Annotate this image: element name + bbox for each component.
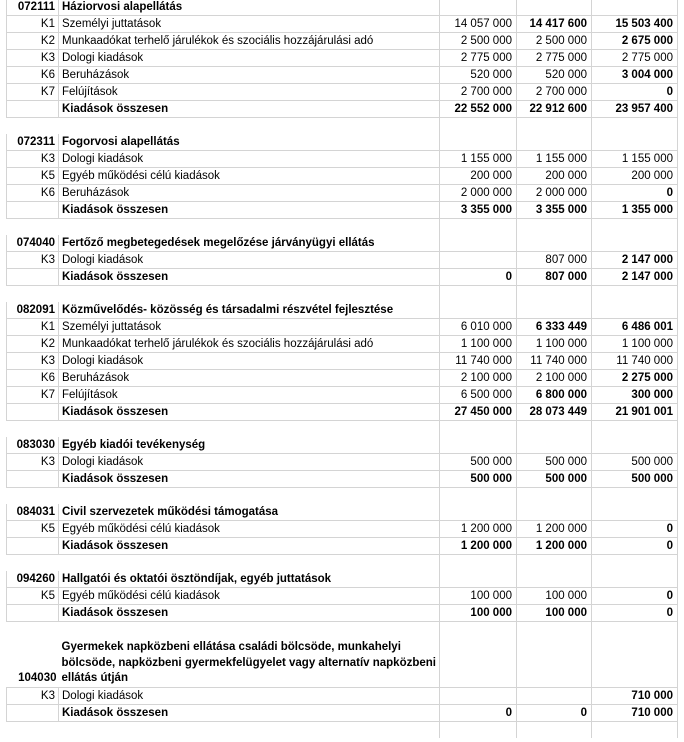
- line-item-value-cell-2[interactable]: 2 100 000: [517, 370, 592, 387]
- line-item-name-cell[interactable]: Dologi kiadások: [59, 50, 440, 67]
- spacer-row: [7, 421, 678, 438]
- line-item-value-cell-3[interactable]: 1 100 000: [592, 336, 678, 353]
- total-value-cell-3[interactable]: 0: [592, 538, 678, 555]
- line-item-code-cell[interactable]: K2: [7, 33, 59, 50]
- line-item-name-cell[interactable]: Beruházások: [59, 67, 440, 84]
- spacer-name-cell[interactable]: [59, 555, 440, 572]
- line-item-value-cell-2[interactable]: 807 000: [517, 252, 592, 269]
- line-item-name-cell[interactable]: Dologi kiadások: [59, 353, 440, 370]
- section-value-cell-2[interactable]: [517, 0, 592, 16]
- line-item-value-cell-1[interactable]: 2 775 000: [440, 50, 517, 67]
- total-value-cell-1[interactable]: 27 450 000: [440, 404, 517, 421]
- section-code-cell[interactable]: 084031: [7, 504, 59, 521]
- section-header-row: [7, 302, 678, 319]
- spacer-value-cell-1[interactable]: [440, 286, 517, 303]
- line-item-value-cell-3[interactable]: 2 775 000: [592, 50, 678, 67]
- section-code-cell[interactable]: 104030: [7, 638, 59, 688]
- spacer-code-cell[interactable]: [7, 722, 59, 739]
- section-value-cell-3[interactable]: [592, 571, 678, 588]
- spacer-row: [7, 722, 678, 739]
- section-title-cell[interactable]: Fertőző megbetegedések megelőzése járványügyi ellátás: [59, 235, 440, 252]
- section-title-cell[interactable]: Közművelődés- közösség és társadalmi részvétel fejlesztése: [59, 302, 440, 319]
- section-total-row: [7, 605, 678, 622]
- spacer-code-cell[interactable]: [7, 555, 59, 572]
- total-label-cell[interactable]: Kiadások összesen: [59, 202, 440, 219]
- spacer-name-cell[interactable]: [59, 488, 440, 505]
- total-value-cell-3[interactable]: 710 000: [592, 705, 678, 722]
- spacer-value-cell-1[interactable]: [440, 555, 517, 572]
- total-value-cell-3[interactable]: 23 957 400: [592, 101, 678, 118]
- section-title-cell[interactable]: Háziorvosi alapellátás: [59, 0, 440, 16]
- line-item-value-cell-3[interactable]: 3 004 000: [592, 67, 678, 84]
- total-value-cell-2[interactable]: 28 073 449: [517, 404, 592, 421]
- spacer-value-cell-2[interactable]: [517, 118, 592, 135]
- line-item-name-cell[interactable]: Személyi juttatások: [59, 319, 440, 336]
- line-item-value-cell-1[interactable]: 100 000: [440, 588, 517, 605]
- line-item-value-cell-1[interactable]: 200 000: [440, 168, 517, 185]
- spacer-value-cell-2[interactable]: [517, 722, 592, 739]
- spacer-value-cell-2[interactable]: [517, 219, 592, 236]
- spacer-name-cell[interactable]: [59, 286, 440, 303]
- line-item-name-cell[interactable]: Egyéb működési célú kiadások: [59, 168, 440, 185]
- line-item-value-cell-2[interactable]: 6 333 449: [517, 319, 592, 336]
- section-value-cell-1[interactable]: [440, 638, 517, 688]
- spacer-value-cell-1[interactable]: [440, 421, 517, 438]
- section-value-cell-1[interactable]: [440, 0, 517, 16]
- line-item-value-cell-1[interactable]: 2 100 000: [440, 370, 517, 387]
- line-item-name-cell[interactable]: Beruházások: [59, 185, 440, 202]
- section-header-row: [7, 437, 678, 454]
- line-item-value-cell-1[interactable]: [440, 252, 517, 269]
- spacer-value-cell-1[interactable]: [440, 219, 517, 236]
- line-item-value-cell-2[interactable]: 200 000: [517, 168, 592, 185]
- line-item-row: [7, 84, 678, 101]
- spacer-code-cell[interactable]: [7, 622, 59, 639]
- total-value-cell-2[interactable]: 500 000: [517, 471, 592, 488]
- spacer-value-cell-2[interactable]: [517, 622, 592, 639]
- line-item-name-cell[interactable]: Munkaadókat terhelő járulékok és szociális hozzájárulási adó: [59, 33, 440, 50]
- spacer-name-cell[interactable]: [59, 118, 440, 135]
- spacer-row: [7, 286, 678, 303]
- spacer-value-cell-2[interactable]: [517, 488, 592, 505]
- line-item-name-cell[interactable]: Munkaadókat terhelő járulékok és szociális hozzájárulási adó: [59, 336, 440, 353]
- spacer-name-cell[interactable]: [59, 421, 440, 438]
- line-item-value-cell-2[interactable]: 2 700 000: [517, 84, 592, 101]
- line-item-value-cell-3[interactable]: 2 147 000: [592, 252, 678, 269]
- section-value-cell-2[interactable]: [517, 235, 592, 252]
- line-item-value-cell-2[interactable]: 6 800 000: [517, 387, 592, 404]
- section-value-cell-2[interactable]: [517, 504, 592, 521]
- total-value-cell-1[interactable]: 0: [440, 705, 517, 722]
- spacer-value-cell-3[interactable]: [592, 286, 678, 303]
- total-code-cell[interactable]: [7, 605, 59, 622]
- total-code-cell[interactable]: [7, 269, 59, 286]
- total-value-cell-2[interactable]: 22 912 600: [517, 101, 592, 118]
- line-item-name-cell[interactable]: Felújítások: [59, 84, 440, 101]
- total-label-cell[interactable]: Kiadások összesen: [59, 269, 440, 286]
- line-item-value-cell-3[interactable]: 500 000: [592, 454, 678, 471]
- section-total-row: [7, 538, 678, 555]
- line-item-value-cell-1[interactable]: 11 740 000: [440, 353, 517, 370]
- line-item-code-cell[interactable]: K6: [7, 185, 59, 202]
- line-item-name-cell[interactable]: Dologi kiadások: [59, 688, 440, 705]
- line-item-name-cell[interactable]: Dologi kiadások: [59, 151, 440, 168]
- section-code-cell[interactable]: 082091: [7, 302, 59, 319]
- line-item-code-cell[interactable]: K6: [7, 67, 59, 84]
- line-item-value-cell-3[interactable]: 0: [592, 588, 678, 605]
- spacer-name-cell[interactable]: [59, 622, 440, 639]
- total-value-cell-1[interactable]: 0: [440, 269, 517, 286]
- line-item-code-cell[interactable]: K3: [7, 454, 59, 471]
- total-value-cell-2[interactable]: 100 000: [517, 605, 592, 622]
- total-code-cell[interactable]: [7, 471, 59, 488]
- section-header-row: [7, 504, 678, 521]
- spacer-value-cell-3[interactable]: [592, 555, 678, 572]
- line-item-name-cell[interactable]: Felújítások: [59, 387, 440, 404]
- line-item-value-cell-1[interactable]: 14 057 000: [440, 16, 517, 33]
- section-value-cell-1[interactable]: [440, 504, 517, 521]
- line-item-value-cell-2[interactable]: 1 155 000: [517, 151, 592, 168]
- total-value-cell-2[interactable]: 807 000: [517, 269, 592, 286]
- line-item-code-cell[interactable]: K6: [7, 370, 59, 387]
- line-item-row: [7, 454, 678, 471]
- section-total-row: [7, 269, 678, 286]
- section-total-row: [7, 404, 678, 421]
- line-item-row: [7, 521, 678, 538]
- budget-table-body: [7, 0, 678, 738]
- section-code-cell[interactable]: 072111: [7, 0, 59, 16]
- section-code-cell[interactable]: 072311: [7, 134, 59, 151]
- line-item-name-cell[interactable]: Személyi juttatások: [59, 16, 440, 33]
- section-value-cell-2[interactable]: [517, 302, 592, 319]
- line-item-row: [7, 33, 678, 50]
- spacer-value-cell-1[interactable]: [440, 118, 517, 135]
- section-value-cell-3[interactable]: [592, 134, 678, 151]
- line-item-row: [7, 252, 678, 269]
- spacer-code-cell[interactable]: [7, 488, 59, 505]
- line-item-name-cell[interactable]: Egyéb működési célú kiadások: [59, 588, 440, 605]
- line-item-value-cell-1[interactable]: 6 500 000: [440, 387, 517, 404]
- total-code-cell[interactable]: [7, 705, 59, 722]
- line-item-code-cell[interactable]: K5: [7, 521, 59, 538]
- line-item-value-cell-1[interactable]: 6 010 000: [440, 319, 517, 336]
- section-title-cell[interactable]: Civil szervezetek működési támogatása: [59, 504, 440, 521]
- spacer-row: [7, 488, 678, 505]
- spacer-code-cell[interactable]: [7, 118, 59, 135]
- line-item-value-cell-3[interactable]: 300 000: [592, 387, 678, 404]
- line-item-row: [7, 151, 678, 168]
- section-title-cell[interactable]: Gyermekek napközbeni ellátása családi bölcsöde, munkahelyi bölcsöde, napközbeni gyermekfelügyelet vagy alternatív napközbeni ellátás útján: [59, 638, 440, 688]
- total-value-cell-3[interactable]: 2 147 000: [592, 269, 678, 286]
- section-total-row: [7, 202, 678, 219]
- line-item-value-cell-3[interactable]: 0: [592, 521, 678, 538]
- line-item-value-cell-1[interactable]: [440, 688, 517, 705]
- spacer-value-cell-3[interactable]: [592, 722, 678, 739]
- line-item-code-cell[interactable]: K3: [7, 688, 59, 705]
- line-item-code-cell[interactable]: K1: [7, 319, 59, 336]
- section-header-row: [7, 235, 678, 252]
- line-item-value-cell-3[interactable]: 200 000: [592, 168, 678, 185]
- line-item-code-cell[interactable]: K3: [7, 151, 59, 168]
- section-header-row: [7, 571, 678, 588]
- line-item-value-cell-1[interactable]: 2 700 000: [440, 84, 517, 101]
- line-item-value-cell-1[interactable]: 520 000: [440, 67, 517, 84]
- line-item-value-cell-1[interactable]: 1 155 000: [440, 151, 517, 168]
- section-value-cell-1[interactable]: [440, 302, 517, 319]
- line-item-code-cell[interactable]: K3: [7, 353, 59, 370]
- line-item-value-cell-3[interactable]: 2 675 000: [592, 33, 678, 50]
- total-value-cell-3[interactable]: 21 901 001: [592, 404, 678, 421]
- total-label-cell[interactable]: Kiadások összesen: [59, 705, 440, 722]
- line-item-value-cell-1[interactable]: 2 500 000: [440, 33, 517, 50]
- line-item-row: [7, 387, 678, 404]
- total-value-cell-2[interactable]: 0: [517, 705, 592, 722]
- line-item-code-cell[interactable]: K3: [7, 50, 59, 67]
- line-item-value-cell-3[interactable]: 2 275 000: [592, 370, 678, 387]
- section-header-row: [7, 134, 678, 151]
- line-item-row: [7, 50, 678, 67]
- section-value-cell-2[interactable]: [517, 134, 592, 151]
- section-title-cell[interactable]: Hallgatói és oktatói ösztöndíjak, egyéb juttatások: [59, 571, 440, 588]
- section-value-cell-3[interactable]: [592, 235, 678, 252]
- section-value-cell-2[interactable]: [517, 437, 592, 454]
- line-item-code-cell[interactable]: K5: [7, 168, 59, 185]
- total-value-cell-2[interactable]: 3 355 000: [517, 202, 592, 219]
- line-item-row: [7, 336, 678, 353]
- spacer-value-cell-1[interactable]: [440, 622, 517, 639]
- section-total-row: [7, 471, 678, 488]
- line-item-code-cell[interactable]: K5: [7, 588, 59, 605]
- spacer-row: [7, 219, 678, 236]
- total-code-cell[interactable]: [7, 404, 59, 421]
- total-code-cell[interactable]: [7, 202, 59, 219]
- section-total-row: [7, 101, 678, 118]
- line-item-name-cell[interactable]: Beruházások: [59, 370, 440, 387]
- line-item-code-cell[interactable]: K2: [7, 336, 59, 353]
- spacer-row: [7, 555, 678, 572]
- line-item-row: [7, 185, 678, 202]
- line-item-value-cell-3[interactable]: 1 155 000: [592, 151, 678, 168]
- line-item-row: [7, 688, 678, 705]
- line-item-value-cell-2[interactable]: 2 000 000: [517, 185, 592, 202]
- total-code-cell[interactable]: [7, 101, 59, 118]
- section-value-cell-1[interactable]: [440, 235, 517, 252]
- total-value-cell-3[interactable]: 0: [592, 605, 678, 622]
- section-value-cell-1[interactable]: [440, 571, 517, 588]
- total-label-cell[interactable]: Kiadások összesen: [59, 538, 440, 555]
- section-value-cell-3[interactable]: [592, 0, 678, 16]
- line-item-code-cell[interactable]: K7: [7, 84, 59, 101]
- line-item-value-cell-3[interactable]: 0: [592, 185, 678, 202]
- spacer-code-cell[interactable]: [7, 286, 59, 303]
- spacer-value-cell-1[interactable]: [440, 488, 517, 505]
- section-value-cell-2[interactable]: [517, 638, 592, 688]
- total-value-cell-3[interactable]: 1 355 000: [592, 202, 678, 219]
- line-item-value-cell-2[interactable]: 1 200 000: [517, 521, 592, 538]
- total-label-cell[interactable]: Kiadások összesen: [59, 101, 440, 118]
- total-value-cell-1[interactable]: 3 355 000: [440, 202, 517, 219]
- section-title-cell[interactable]: Fogorvosi alapellátás: [59, 134, 440, 151]
- line-item-value-cell-2[interactable]: 100 000: [517, 588, 592, 605]
- line-item-row: [7, 319, 678, 336]
- line-item-value-cell-2[interactable]: 2 775 000: [517, 50, 592, 67]
- line-item-value-cell-2[interactable]: 500 000: [517, 454, 592, 471]
- line-item-name-cell[interactable]: Dologi kiadások: [59, 252, 440, 269]
- section-value-cell-1[interactable]: [440, 134, 517, 151]
- line-item-row: [7, 168, 678, 185]
- section-value-cell-3[interactable]: [592, 437, 678, 454]
- section-value-cell-2[interactable]: [517, 571, 592, 588]
- total-value-cell-2[interactable]: 1 200 000: [517, 538, 592, 555]
- total-value-cell-1[interactable]: 1 200 000: [440, 538, 517, 555]
- line-item-code-cell[interactable]: K3: [7, 252, 59, 269]
- section-header-row: [7, 638, 678, 688]
- total-value-cell-1[interactable]: 500 000: [440, 471, 517, 488]
- spacer-value-cell-3[interactable]: [592, 622, 678, 639]
- line-item-name-cell[interactable]: Dologi kiadások: [59, 454, 440, 471]
- section-value-cell-1[interactable]: [440, 437, 517, 454]
- total-label-cell[interactable]: Kiadások összesen: [59, 404, 440, 421]
- line-item-value-cell-1[interactable]: 500 000: [440, 454, 517, 471]
- spacer-value-cell-2[interactable]: [517, 286, 592, 303]
- line-item-row: [7, 353, 678, 370]
- line-item-name-cell[interactable]: Egyéb működési célú kiadások: [59, 521, 440, 538]
- line-item-value-cell-2[interactable]: 2 500 000: [517, 33, 592, 50]
- total-code-cell[interactable]: [7, 538, 59, 555]
- section-value-cell-3[interactable]: [592, 638, 678, 688]
- section-title-cell[interactable]: Egyéb kiadói tevékenység: [59, 437, 440, 454]
- line-item-row: [7, 370, 678, 387]
- spacer-name-cell[interactable]: [59, 219, 440, 236]
- line-item-value-cell-3[interactable]: 15 503 400: [592, 16, 678, 33]
- line-item-value-cell-1[interactable]: 1 100 000: [440, 336, 517, 353]
- spacer-row: [7, 118, 678, 135]
- spacer-value-cell-3[interactable]: [592, 118, 678, 135]
- line-item-row: [7, 16, 678, 33]
- section-value-cell-3[interactable]: [592, 504, 678, 521]
- line-item-code-cell[interactable]: K1: [7, 16, 59, 33]
- line-item-code-cell[interactable]: K7: [7, 387, 59, 404]
- total-label-cell[interactable]: Kiadások összesen: [59, 605, 440, 622]
- line-item-value-cell-2[interactable]: 1 100 000: [517, 336, 592, 353]
- spacer-value-cell-3[interactable]: [592, 219, 678, 236]
- budget-table: [6, 0, 678, 738]
- line-item-value-cell-1[interactable]: 2 000 000: [440, 185, 517, 202]
- line-item-value-cell-3[interactable]: 6 486 001: [592, 319, 678, 336]
- spacer-value-cell-3[interactable]: [592, 421, 678, 438]
- spacer-code-cell[interactable]: [7, 421, 59, 438]
- line-item-value-cell-2[interactable]: 11 740 000: [517, 353, 592, 370]
- section-code-cell[interactable]: 074040: [7, 235, 59, 252]
- spacer-row: [7, 622, 678, 639]
- section-value-cell-3[interactable]: [592, 302, 678, 319]
- total-value-cell-1[interactable]: 22 552 000: [440, 101, 517, 118]
- spacer-value-cell-2[interactable]: [517, 421, 592, 438]
- section-code-cell[interactable]: 094260: [7, 571, 59, 588]
- line-item-value-cell-2[interactable]: [517, 688, 592, 705]
- spacer-code-cell[interactable]: [7, 219, 59, 236]
- spacer-name-cell[interactable]: [59, 722, 440, 739]
- line-item-value-cell-2[interactable]: 14 417 600: [517, 16, 592, 33]
- line-item-row: [7, 67, 678, 84]
- section-header-row: [7, 0, 678, 16]
- line-item-value-cell-3[interactable]: 710 000: [592, 688, 678, 705]
- line-item-value-cell-3[interactable]: 11 740 000: [592, 353, 678, 370]
- line-item-value-cell-1[interactable]: 1 200 000: [440, 521, 517, 538]
- spacer-value-cell-3[interactable]: [592, 488, 678, 505]
- spacer-value-cell-2[interactable]: [517, 555, 592, 572]
- section-code-cell[interactable]: 083030: [7, 437, 59, 454]
- total-value-cell-1[interactable]: 100 000: [440, 605, 517, 622]
- line-item-row: [7, 588, 678, 605]
- line-item-value-cell-3[interactable]: 0: [592, 84, 678, 101]
- total-label-cell[interactable]: Kiadások összesen: [59, 471, 440, 488]
- spacer-value-cell-1[interactable]: [440, 722, 517, 739]
- section-total-row: [7, 705, 678, 722]
- line-item-value-cell-2[interactable]: 520 000: [517, 67, 592, 84]
- total-value-cell-3[interactable]: 500 000: [592, 471, 678, 488]
